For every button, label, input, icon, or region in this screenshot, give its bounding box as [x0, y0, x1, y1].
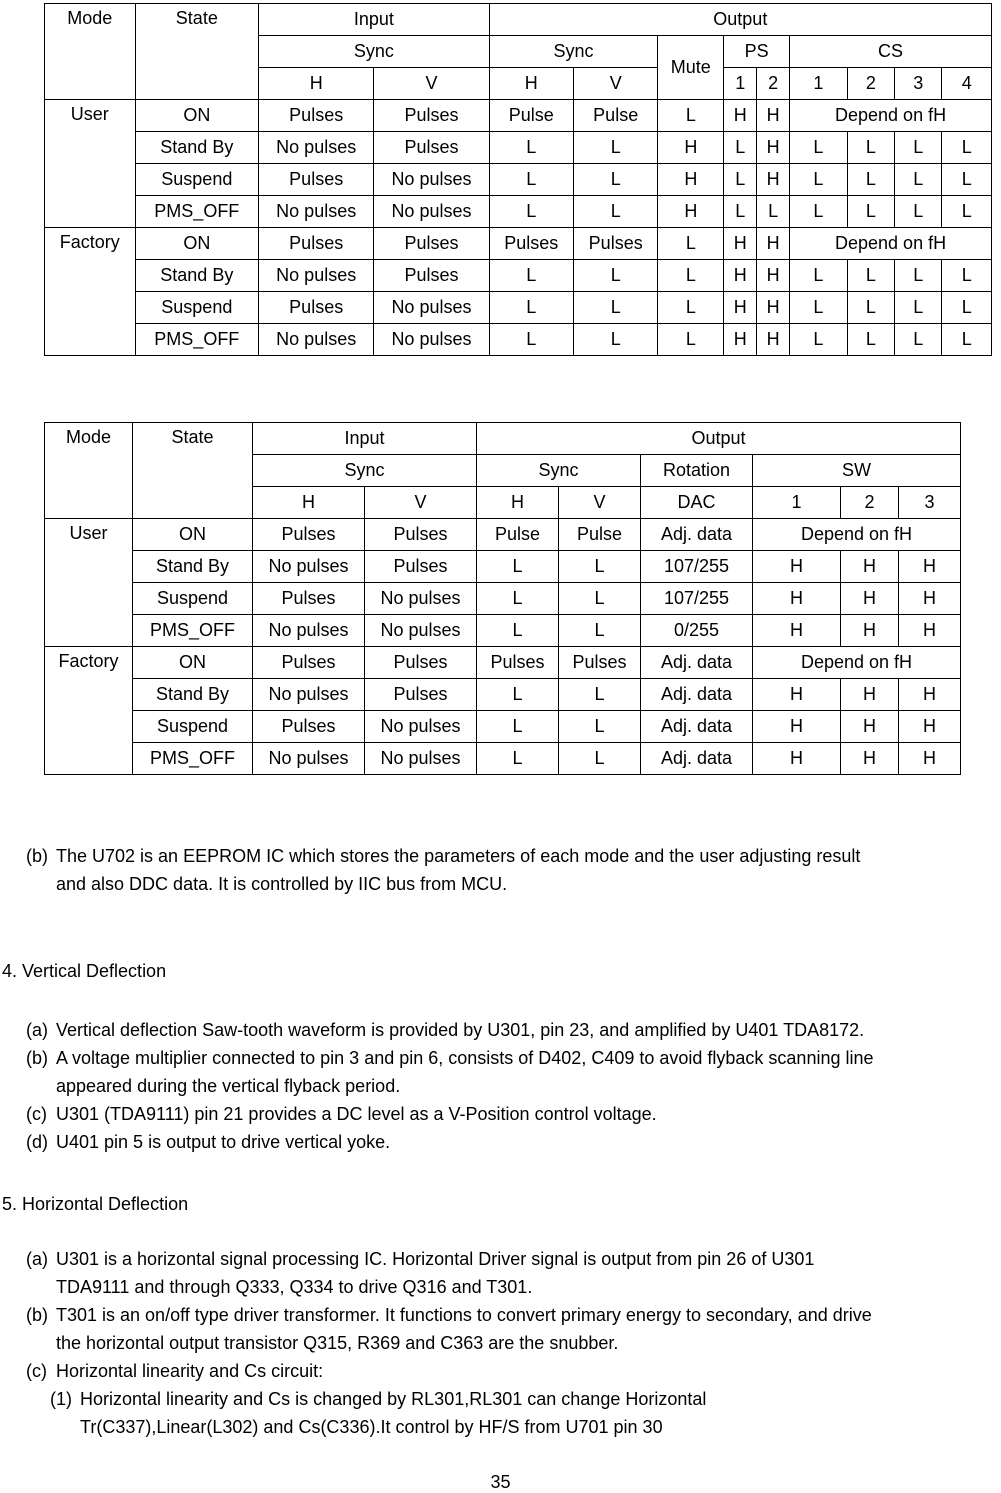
header-ps: PS	[724, 36, 790, 68]
text-line: the horizontal output transistor Q315, R369 and C363 are the snubber.	[56, 1333, 619, 1353]
table-cell: L	[489, 132, 573, 164]
subheader: H	[259, 68, 374, 100]
text-line: The U702 is an EEPROM IC which stores the parameters of each mode and the user adjusting result	[56, 846, 861, 866]
table-row	[45, 164, 992, 196]
mode-output-table-2	[44, 422, 961, 775]
table-cell: L	[790, 324, 848, 356]
header-state: State	[135, 4, 259, 100]
state-cell: Suspend	[135, 292, 259, 324]
table-cell: No pulses	[253, 743, 365, 775]
header-rotation: Rotation	[641, 455, 753, 487]
table-cell: Pulses	[365, 647, 477, 679]
table-cell: No pulses	[253, 551, 365, 583]
table-cell: H	[841, 551, 899, 583]
table-cell: L	[477, 711, 559, 743]
table-cell: L	[658, 292, 724, 324]
table-cell: No pulses	[365, 615, 477, 647]
table-cell: Pulses	[374, 228, 489, 260]
text-line: Horizontal linearity and Cs is changed by RL301,RL301 can change Horizontal	[80, 1389, 707, 1409]
table-cell: H	[724, 260, 757, 292]
table-cell: L	[477, 615, 559, 647]
table-cell: L	[942, 196, 992, 228]
table-cell: Pulses	[374, 100, 489, 132]
header-output-sync: Sync	[489, 36, 658, 68]
table-cell: H	[757, 100, 790, 132]
table-cell: H	[899, 551, 961, 583]
table-cell: H	[724, 292, 757, 324]
text-line: appeared during the vertical flyback period.	[56, 1076, 401, 1096]
table-cell: L	[942, 132, 992, 164]
table-row	[45, 324, 992, 356]
mode-cell: Factory	[45, 228, 136, 356]
subheader: 4	[942, 68, 992, 100]
item-label: (c)	[26, 1361, 47, 1381]
depend-cell: Depend on fH	[753, 519, 961, 551]
subheader: H	[477, 487, 559, 519]
table-cell: H	[841, 743, 899, 775]
page-number: 35	[490, 1472, 511, 1492]
header-input: Input	[259, 4, 490, 36]
state-cell: Stand By	[133, 551, 253, 583]
subheader: V	[559, 487, 641, 519]
mode-output-table-1	[44, 3, 992, 356]
table-cell: L	[724, 164, 757, 196]
section-vertical-deflection	[26, 1016, 874, 1156]
table-cell: L	[559, 615, 641, 647]
table-cell: L	[790, 196, 848, 228]
table-cell: Pulses	[365, 519, 477, 551]
table-cell: L	[942, 260, 992, 292]
table-cell: L	[847, 196, 894, 228]
text-line: Tr(C337),Linear(L302) and Cs(C336).It control by HF/S from U701 pin 30	[80, 1417, 663, 1437]
table-cell: Adj. data	[641, 679, 753, 711]
table-cell: Pulse	[559, 519, 641, 551]
table-cell: L	[559, 679, 641, 711]
state-cell: Suspend	[133, 583, 253, 615]
header-mute: Mute	[658, 36, 724, 100]
header-cs: CS	[790, 36, 992, 68]
table-cell: H	[841, 583, 899, 615]
text-line: Horizontal linearity and Cs circuit:	[56, 1361, 324, 1381]
table-cell: 107/255	[641, 551, 753, 583]
table-cell: L	[724, 132, 757, 164]
table-row	[45, 679, 961, 711]
table-cell: L	[895, 132, 942, 164]
table-cell: H	[753, 711, 841, 743]
subsection-c1	[50, 1385, 706, 1441]
table-cell: L	[847, 164, 894, 196]
table-cell: L	[574, 132, 658, 164]
table-cell: No pulses	[374, 164, 489, 196]
table-cell: H	[753, 583, 841, 615]
table-cell: H	[658, 164, 724, 196]
table-cell: H	[724, 228, 757, 260]
table-cell: Pulses	[489, 228, 573, 260]
table-cell: H	[899, 711, 961, 743]
text-line: and also DDC data. It is controlled by IIC bus from MCU.	[56, 874, 508, 894]
section-title-vertical-deflection: 4. Vertical Deflection	[2, 961, 167, 981]
header-state: State	[133, 423, 253, 519]
table-row	[45, 100, 992, 132]
header-mode: Mode	[45, 423, 133, 519]
table-cell: L	[574, 196, 658, 228]
subheader: 1	[790, 68, 848, 100]
item-label: (c)	[26, 1104, 47, 1124]
subheader: 2	[847, 68, 894, 100]
table-cell: L	[895, 164, 942, 196]
depend-cell: Depend on fH	[790, 228, 992, 260]
table-cell: L	[477, 583, 559, 615]
section-title-horizontal-deflection: 5. Horizontal Deflection	[2, 1194, 189, 1214]
table-row	[45, 260, 992, 292]
header-output: Output	[489, 4, 991, 36]
item-label: (b)	[26, 846, 48, 866]
item-label: (d)	[26, 1132, 48, 1152]
table-cell: H	[757, 164, 790, 196]
table-cell: H	[658, 196, 724, 228]
table-cell: H	[757, 292, 790, 324]
header-output: Output	[477, 423, 961, 455]
table-row	[45, 551, 961, 583]
table-cell: H	[841, 711, 899, 743]
table-cell: L	[847, 324, 894, 356]
table-cell: Pulses	[365, 679, 477, 711]
subheader: 2	[841, 487, 899, 519]
subheader: 1	[724, 68, 757, 100]
header-mode: Mode	[45, 4, 136, 100]
item-label: (b)	[26, 1305, 48, 1325]
state-cell: ON	[135, 100, 259, 132]
state-cell: Stand By	[135, 260, 259, 292]
state-cell: ON	[135, 228, 259, 260]
table-cell: L	[790, 260, 848, 292]
table-row	[45, 711, 961, 743]
state-cell: PMS_OFF	[135, 324, 259, 356]
item-label: (a)	[26, 1249, 48, 1269]
state-cell: Stand By	[133, 679, 253, 711]
table-cell: No pulses	[259, 196, 374, 228]
table-cell: Pulse	[574, 100, 658, 132]
table-row	[45, 647, 961, 679]
table-cell: L	[847, 260, 894, 292]
table-cell: L	[559, 711, 641, 743]
subheader: V	[574, 68, 658, 100]
table-cell: Pulses	[259, 228, 374, 260]
subheader: DAC	[641, 487, 753, 519]
table-cell: Pulses	[559, 647, 641, 679]
table-cell: L	[790, 164, 848, 196]
table-cell: H	[899, 679, 961, 711]
table-cell: 0/255	[641, 615, 753, 647]
table-row	[45, 615, 961, 647]
table-cell: L	[489, 196, 573, 228]
subheader: 3	[895, 68, 942, 100]
mode-cell: Factory	[45, 647, 133, 775]
mode-cell: User	[45, 519, 133, 647]
table-cell: Pulses	[365, 551, 477, 583]
table-cell: Pulses	[374, 132, 489, 164]
table-cell: Pulse	[489, 100, 573, 132]
table-cell: L	[559, 743, 641, 775]
header-sw: SW	[753, 455, 961, 487]
state-cell: Suspend	[135, 164, 259, 196]
table-cell: L	[790, 132, 848, 164]
table-cell: Pulses	[374, 260, 489, 292]
table-cell: L	[757, 196, 790, 228]
table-cell: H	[724, 324, 757, 356]
table-cell: H	[753, 551, 841, 583]
subheader: H	[253, 487, 365, 519]
table-cell: H	[757, 324, 790, 356]
state-cell: Stand By	[135, 132, 259, 164]
table-cell: Adj. data	[641, 519, 753, 551]
subheader: V	[365, 487, 477, 519]
depend-cell: Depend on fH	[753, 647, 961, 679]
subheader: 3	[899, 487, 961, 519]
table-row	[45, 743, 961, 775]
table-cell: Adj. data	[641, 711, 753, 743]
text-line: Vertical deflection Saw-tooth waveform is provided by U301, pin 23, and amplified by U401 TDA8172.	[56, 1020, 865, 1040]
table-cell: Pulses	[574, 228, 658, 260]
table-cell: H	[658, 132, 724, 164]
text-line: A voltage multiplier connected to pin 3 and pin 6, consists of D402, C409 to avoid flyback scanning line	[56, 1048, 874, 1068]
state-cell: PMS_OFF	[133, 615, 253, 647]
table-row	[45, 519, 961, 551]
table-cell: L	[658, 324, 724, 356]
table-cell: L	[574, 260, 658, 292]
section-horizontal-deflection	[26, 1245, 872, 1385]
state-cell: PMS_OFF	[133, 743, 253, 775]
table-row	[45, 132, 992, 164]
table-cell: H	[899, 583, 961, 615]
table-cell: Pulse	[477, 519, 559, 551]
table-cell: H	[724, 100, 757, 132]
table-cell: L	[847, 292, 894, 324]
table-cell: No pulses	[374, 324, 489, 356]
table-cell: L	[895, 324, 942, 356]
table-cell: L	[477, 679, 559, 711]
table-cell: L	[574, 164, 658, 196]
state-cell: ON	[133, 519, 253, 551]
item-label: (b)	[26, 1048, 48, 1068]
text-line: U301 is a horizontal signal processing IC. Horizontal Driver signal is output from pin 26 of U301	[56, 1249, 815, 1269]
table-cell: L	[847, 132, 894, 164]
table-cell: L	[574, 324, 658, 356]
table-cell: Adj. data	[641, 647, 753, 679]
table-cell: No pulses	[365, 743, 477, 775]
table-cell: No pulses	[259, 324, 374, 356]
table-cell: No pulses	[259, 132, 374, 164]
table-cell: No pulses	[253, 615, 365, 647]
table-row	[45, 196, 992, 228]
table-cell: L	[942, 292, 992, 324]
table-body	[45, 100, 992, 356]
paragraph-u702	[26, 842, 860, 898]
text-line: T301 is an on/off type driver transformer. It functions to convert primary energy to secondary, and drive	[56, 1305, 872, 1325]
state-cell: Suspend	[133, 711, 253, 743]
table-cell: L	[895, 260, 942, 292]
table-cell: 107/255	[641, 583, 753, 615]
subheader: 1	[753, 487, 841, 519]
table-cell: Pulses	[259, 292, 374, 324]
table-row	[45, 228, 992, 260]
table-cell: No pulses	[365, 583, 477, 615]
header-input-sync: Sync	[259, 36, 490, 68]
table-body	[45, 519, 961, 775]
table-cell: H	[899, 743, 961, 775]
table-cell: H	[753, 679, 841, 711]
depend-cell: Depend on fH	[790, 100, 992, 132]
table-cell: L	[489, 260, 573, 292]
table-cell: L	[574, 292, 658, 324]
text-line: U401 pin 5 is output to drive vertical yoke.	[56, 1132, 391, 1152]
header-input-sync: Sync	[253, 455, 477, 487]
state-cell: ON	[133, 647, 253, 679]
table-cell: L	[942, 164, 992, 196]
text-line: U301 (TDA9111) pin 21 provides a DC level as a V-Position control voltage.	[56, 1104, 657, 1124]
table-cell: H	[753, 615, 841, 647]
subheader: H	[489, 68, 573, 100]
table-cell: L	[559, 583, 641, 615]
table-cell: H	[841, 615, 899, 647]
mode-cell: User	[45, 100, 136, 228]
table-cell: H	[757, 260, 790, 292]
table-cell: L	[790, 292, 848, 324]
table-cell: Pulses	[477, 647, 559, 679]
table-cell: Pulses	[253, 647, 365, 679]
table-cell: L	[489, 324, 573, 356]
table-cell: No pulses	[374, 196, 489, 228]
table-cell: L	[658, 260, 724, 292]
table-cell: L	[559, 551, 641, 583]
state-cell: PMS_OFF	[135, 196, 259, 228]
table-cell: L	[477, 743, 559, 775]
table-cell: Pulses	[253, 583, 365, 615]
table-cell: L	[724, 196, 757, 228]
table-cell: Pulses	[253, 519, 365, 551]
table-cell: L	[895, 196, 942, 228]
table-cell: No pulses	[365, 711, 477, 743]
table-cell: H	[841, 679, 899, 711]
text-line: TDA9111 and through Q333, Q334 to drive Q316 and T301.	[56, 1277, 533, 1297]
table-cell: L	[942, 324, 992, 356]
table-cell: L	[489, 164, 573, 196]
table-cell: H	[753, 743, 841, 775]
table-row	[45, 292, 992, 324]
item-label: (a)	[26, 1020, 48, 1040]
table-cell: H	[899, 615, 961, 647]
table-cell: H	[757, 228, 790, 260]
subheader: V	[374, 68, 489, 100]
subheader: 2	[757, 68, 790, 100]
table-cell: Pulses	[259, 164, 374, 196]
table-cell: Pulses	[253, 711, 365, 743]
table-cell: No pulses	[253, 679, 365, 711]
table-cell: L	[658, 100, 724, 132]
table-cell: Adj. data	[641, 743, 753, 775]
table-cell: L	[477, 551, 559, 583]
header-input: Input	[253, 423, 477, 455]
table-cell: H	[757, 132, 790, 164]
table-cell: No pulses	[374, 292, 489, 324]
table-cell: No pulses	[259, 260, 374, 292]
table-cell: Pulses	[259, 100, 374, 132]
table-cell: L	[658, 228, 724, 260]
header-output-sync: Sync	[477, 455, 641, 487]
table-cell: L	[895, 292, 942, 324]
item-label: (1)	[50, 1389, 72, 1409]
table-cell: L	[489, 292, 573, 324]
table-row	[45, 583, 961, 615]
